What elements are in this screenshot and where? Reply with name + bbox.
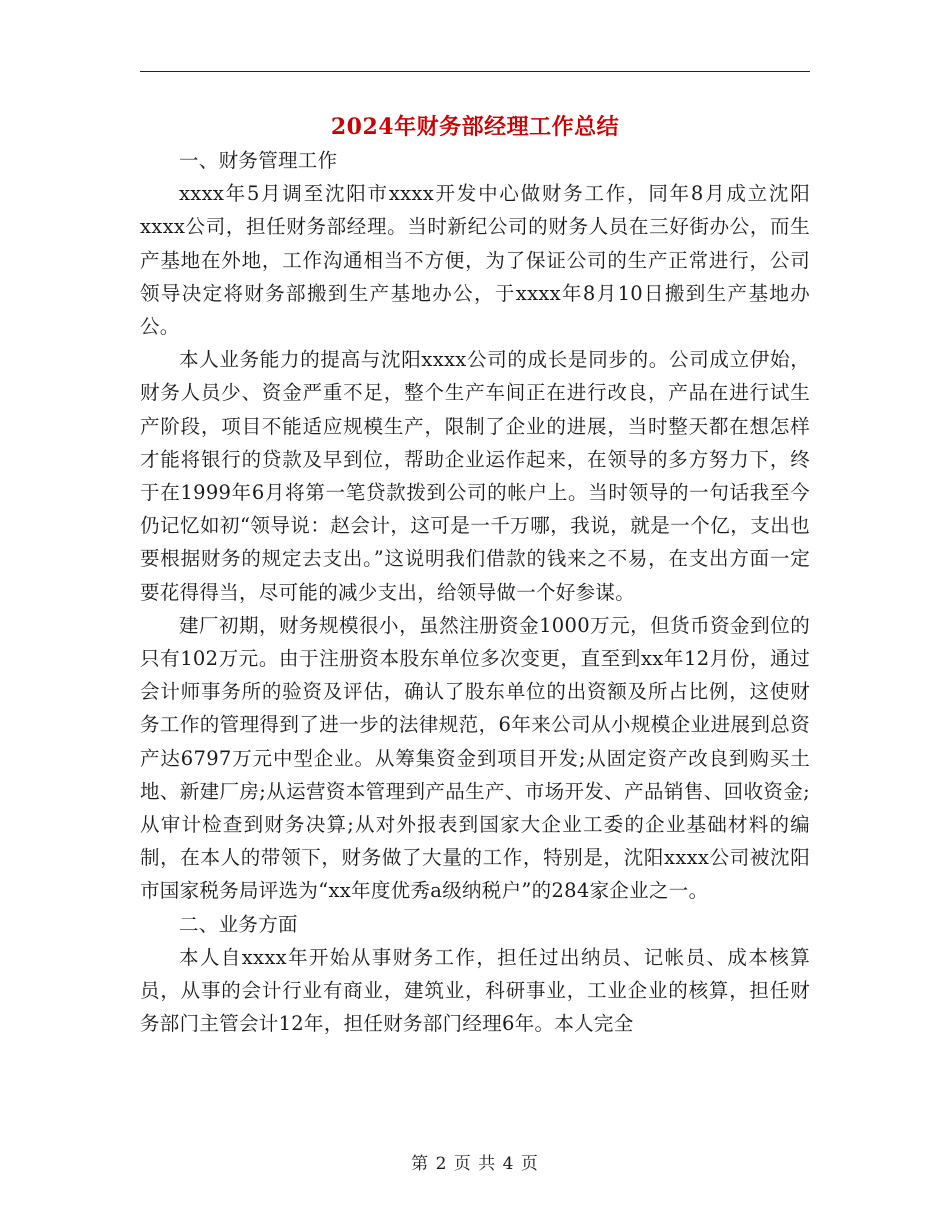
header-rule [140, 71, 810, 72]
page-number-footer: 第 2 页 共 4 页 [411, 1154, 539, 1174]
document-body [140, 144, 810, 1040]
section-heading-business: 二、业务方面 [179, 912, 298, 936]
paragraph-2: 本人业务能力的提高与沈阳xxxx公司的成长是同步的。公司成立伊始，财务人员少、资金严重不足，整个生产车间正在进行改良，产品在进行试生产阶段，项目不能适应规模生产，限制了企业的进展，当时整天都在想怎样才能将银行的贷款及早到位，帮助企业运作起来，在领导的多方努力下，终于在1999年6月将第一笔贷款拨到公司的帐户上。当时领导的一句话我至今仍记忆如初“领导说：赵会计，这可是一千万哪，我说，就是一个亿，支出也要根据财务的规定去支出。”这说明我们借款的钱来之不易，在支出方面一定要花得得当，尽可能的减少支出，给领导做一个好参谋。 [140, 348, 810, 604]
section-heading-finance-management: 一、财务管理工作 [179, 149, 338, 172]
document-title: 2024年财务部经理工作总结 [330, 114, 620, 140]
paragraph-3: 建厂初期，财务规模很小，虽然注册资金1000万元，但货币资金到位的只有102万元。由于注册资本股东单位多次变更，直至到xx年12月份，通过会计师事务所的验资及评估，确认了股东单位的出资额及所占比例，这使财务工作的管理得到了进一步的法律规范，6年来公司从小规模企业进展到总资产达6797万元中型企业。从筹集资金到项目开发;从固定资产改良到购买土地、新建厂房;从运营资本管理到产品生产、市场开发、产品销售、回收资金;从审计检查到财务决算;从对外报表到国家大企业工委的企业基础材料的编制，在本人的带领下，财务做了大量的工作，特别是，沈阳xxxx公司被沈阳市国家税务局评选为“xx年度优秀a级纳税户”的284家企业之一。 [140, 613, 810, 903]
paragraph-4: 本人自xxxx年开始从事财务工作，担任过出纳员、记帐员、成本核算员，从事的会计行业有商业，建筑业，科研事业，工业企业的核算，担任财务部门主管会计12年，担任财务部门经理6年。本人完全 [140, 945, 810, 1036]
paragraph-1: xxxx年5月调至沈阳市xxxx开发中心做财务工作，同年8月成立沈阳xxxx公司，担任财务部经理。当时新纪公司的财务人员在三好街办公，而生产基地在外地，工作沟通相当不方便，为了保证公司的生产正常进行，公司领导决定将财务部搬到生产基地办公，于xxxx年8月10日搬到生产基地办公。 [140, 182, 810, 339]
